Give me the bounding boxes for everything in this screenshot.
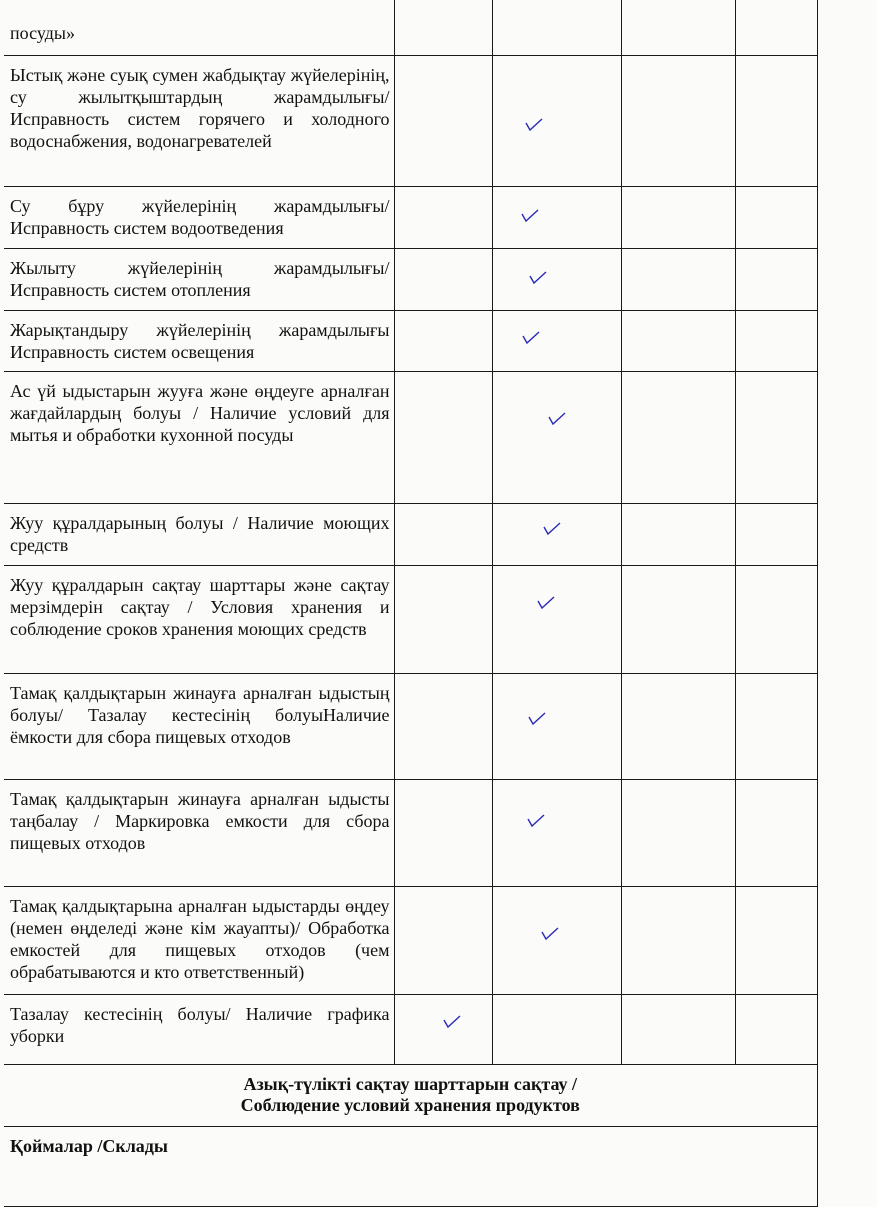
criterion-text: Тамақ қалдықтарын жинауға арналған ыдысты таңбалау / Маркировка емкости для сбора пищевых отходов bbox=[10, 788, 390, 853]
table-row bbox=[4, 565, 817, 673]
mark-cell-yes[interactable] bbox=[394, 673, 492, 779]
table-row bbox=[4, 503, 817, 565]
check-mark-icon bbox=[443, 1015, 461, 1029]
check-mark-icon bbox=[527, 814, 545, 828]
note-cell[interactable] bbox=[735, 886, 817, 994]
mark-cell-no[interactable] bbox=[621, 186, 735, 248]
criterion-text: Жылыту жүйелерінің жарамдылығы/ Исправность систем отопления bbox=[10, 257, 390, 300]
criterion-text: посуды» bbox=[10, 23, 75, 43]
note-cell[interactable] bbox=[735, 0, 817, 55]
subsection-cell bbox=[4, 1126, 817, 1206]
criterion-cell bbox=[4, 186, 394, 248]
criterion-text: Жуу құралдарының болуы / Наличие моющих средств bbox=[10, 512, 390, 555]
criterion-text: Ас үй ыдыстарын жууға және өңдеуге арналған жағдайлардың болуы / Наличие условий для мытья и обработки кухонной посуды bbox=[10, 380, 390, 445]
note-cell[interactable] bbox=[735, 248, 817, 310]
mark-cell-no[interactable] bbox=[621, 310, 735, 371]
criterion-text: Тазалау кестесінің болуы/ Наличие графика уборки bbox=[10, 1003, 390, 1046]
table-row bbox=[4, 886, 817, 994]
subsection-row bbox=[4, 1126, 817, 1206]
check-mark-icon bbox=[521, 209, 539, 223]
criterion-text: Су бұру жүйелерінің жарамдылығы/ Исправность систем водоотведения bbox=[10, 195, 390, 238]
check-mark-icon bbox=[537, 596, 555, 610]
criterion-text: Жуу құралдарын сақтау шарттары және сақтау мерзімдерін сақтау / Условия хранения и соблюдение сроков хранения моющих средств bbox=[10, 574, 390, 639]
mark-cell-no[interactable] bbox=[621, 886, 735, 994]
table-row bbox=[4, 371, 817, 503]
table-row bbox=[4, 994, 817, 1064]
check-mark-icon bbox=[541, 927, 559, 941]
criterion-text: Жарықтандыру жүйелерінің жарамдылығы Исправность систем освещения bbox=[10, 319, 390, 362]
criterion-cell bbox=[4, 503, 394, 565]
check-mark-icon bbox=[529, 271, 547, 285]
mark-cell-partial[interactable] bbox=[492, 565, 621, 673]
mark-cell-no[interactable] bbox=[621, 248, 735, 310]
note-cell[interactable] bbox=[735, 673, 817, 779]
mark-cell-no[interactable] bbox=[621, 503, 735, 565]
mark-cell-partial[interactable] bbox=[492, 673, 621, 779]
mark-cell-yes[interactable] bbox=[394, 310, 492, 371]
mark-cell-yes[interactable] bbox=[394, 371, 492, 503]
criterion-cell bbox=[4, 779, 394, 886]
mark-cell-yes[interactable] bbox=[394, 886, 492, 994]
mark-cell-yes[interactable] bbox=[394, 55, 492, 186]
mark-cell-no[interactable] bbox=[621, 55, 735, 186]
note-cell[interactable] bbox=[735, 503, 817, 565]
section-title-line1: Азық-түлікті сақтау шарттарын сақтау / bbox=[243, 1073, 578, 1094]
criterion-cell bbox=[4, 310, 394, 371]
mark-cell-yes[interactable] bbox=[394, 0, 492, 55]
mark-cell-yes[interactable] bbox=[394, 503, 492, 565]
criterion-cell bbox=[4, 994, 394, 1064]
criterion-cell bbox=[4, 248, 394, 310]
mark-cell-yes[interactable] bbox=[394, 994, 492, 1064]
mark-cell-partial[interactable] bbox=[492, 310, 621, 371]
mark-cell-no[interactable] bbox=[621, 0, 735, 55]
table-row bbox=[4, 186, 817, 248]
subsection-title: Қоймалар /Склады bbox=[10, 1135, 168, 1156]
mark-cell-partial[interactable] bbox=[492, 779, 621, 886]
note-cell[interactable] bbox=[735, 55, 817, 186]
table-row bbox=[4, 248, 817, 310]
criterion-text: Ыстық және суық сумен жабдықтау жүйелерінің, су жылытқыштардың жарамдылығы/ Исправность систем горячего и холодного водоснабжения, водонагревателей bbox=[10, 64, 390, 151]
mark-cell-no[interactable] bbox=[621, 994, 735, 1064]
criterion-cell bbox=[4, 673, 394, 779]
table-row bbox=[4, 779, 817, 886]
mark-cell-partial[interactable] bbox=[492, 55, 621, 186]
check-mark-icon bbox=[525, 118, 543, 132]
mark-cell-no[interactable] bbox=[621, 565, 735, 673]
criterion-cell bbox=[4, 0, 394, 55]
note-cell[interactable] bbox=[735, 310, 817, 371]
criterion-cell bbox=[4, 55, 394, 186]
mark-cell-yes[interactable] bbox=[394, 186, 492, 248]
check-mark-icon bbox=[522, 331, 540, 345]
table-row bbox=[4, 55, 817, 186]
section-header bbox=[4, 1064, 817, 1126]
mark-cell-partial[interactable] bbox=[492, 503, 621, 565]
mark-cell-no[interactable] bbox=[621, 673, 735, 779]
mark-cell-yes[interactable] bbox=[394, 779, 492, 886]
criterion-cell bbox=[4, 886, 394, 994]
check-mark-icon bbox=[528, 712, 546, 726]
inspection-table bbox=[4, 0, 818, 1207]
mark-cell-yes[interactable] bbox=[394, 565, 492, 673]
criterion-text: Тамақ қалдықтарына арналған ыдыстарды өңдеу (немен өңделеді және кім жауапты)/ Обработка емкостей для пищевых отходов (чем обрабатываются и кто ответственный) bbox=[10, 895, 390, 982]
mark-cell-partial[interactable] bbox=[492, 186, 621, 248]
mark-cell-partial[interactable] bbox=[492, 994, 621, 1064]
section-row bbox=[4, 1064, 817, 1126]
check-mark-icon bbox=[548, 412, 566, 426]
note-cell[interactable] bbox=[735, 186, 817, 248]
note-cell[interactable] bbox=[735, 994, 817, 1064]
mark-cell-partial[interactable] bbox=[492, 886, 621, 994]
table-row bbox=[4, 673, 817, 779]
mark-cell-partial[interactable] bbox=[492, 248, 621, 310]
criterion-cell bbox=[4, 565, 394, 673]
note-cell[interactable] bbox=[735, 371, 817, 503]
criterion-text: Тамақ қалдықтарын жинауға арналған ыдыстың болуы/ Тазалау кестесінің болуыНаличие ёмкости для сбора пищевых отходов bbox=[10, 682, 390, 747]
note-cell[interactable] bbox=[735, 779, 817, 886]
mark-cell-no[interactable] bbox=[621, 779, 735, 886]
criterion-cell bbox=[4, 371, 394, 503]
note-cell[interactable] bbox=[735, 565, 817, 673]
check-mark-icon bbox=[543, 522, 561, 536]
mark-cell-yes[interactable] bbox=[394, 248, 492, 310]
section-title bbox=[4, 1065, 817, 1116]
table-row bbox=[4, 310, 817, 371]
mark-cell-partial[interactable] bbox=[492, 0, 621, 55]
mark-cell-no[interactable] bbox=[621, 371, 735, 503]
section-title-line2: Соблюдение условий хранения продуктов bbox=[240, 1094, 580, 1115]
table-row bbox=[4, 0, 817, 55]
mark-cell-partial[interactable] bbox=[492, 371, 621, 503]
